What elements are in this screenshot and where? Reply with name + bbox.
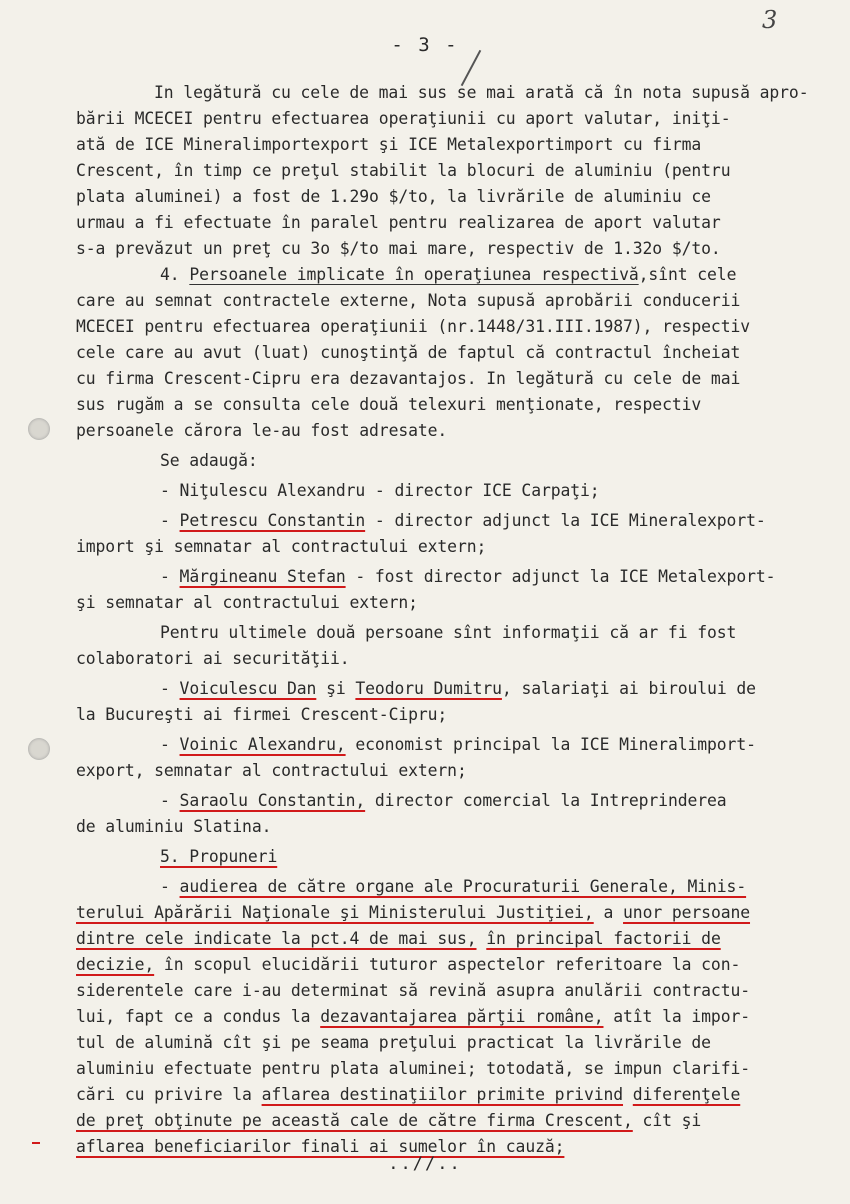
text-line [76, 926, 816, 952]
dash: - [160, 679, 180, 698]
text-line: siderentele care i-au determinat să revină asupra anulării contractu- [76, 981, 750, 1000]
page-footer: ..//.. [388, 1154, 462, 1174]
text-span: a [593, 903, 624, 922]
text-line: şi semnatar al contractului extern; [76, 593, 418, 612]
text-span: - director adjunct la ICE Mineralexport- [365, 511, 766, 530]
text-line: cele care au avut (luat) cunoştinţă de faptul că contractul încheiat [76, 343, 741, 362]
person-name: Voiculescu Dan [179, 679, 317, 698]
section-heading: 5. Propuneri [160, 847, 278, 866]
text-span: în principal factorii de [486, 929, 721, 948]
text-line [76, 900, 816, 926]
text-line: urmau a fi efectuate în paralel pentru realizarea de aport valutar [76, 213, 721, 232]
text-span: lui, fapt ce a condus la [76, 1007, 321, 1026]
document-body [76, 80, 816, 1160]
text-span: cări cu privire la [76, 1085, 262, 1104]
list-item [76, 478, 816, 504]
text-span [623, 1085, 633, 1104]
text-span: dezavantajarea părţii române, [320, 1007, 604, 1026]
list-item [76, 676, 816, 702]
page-number: - 3 - [391, 34, 459, 56]
text-line: tul de alumină cît şi pe seama preţului practicat la livrările de [76, 1033, 711, 1052]
text-span: cît şi [632, 1111, 702, 1130]
punch-hole-bottom [28, 738, 50, 760]
text-span: decizie, [76, 955, 155, 974]
text-line: de aluminiu Slatina. [76, 817, 272, 836]
text-line: bării MCECEI pentru efectuarea operaţiunii cu aport valutar, iniţi- [76, 109, 731, 128]
text-line: ată de ICE Mineralimportexport şi ICE Metalexportimport cu firma [76, 135, 702, 154]
list-item [76, 508, 816, 534]
dash: - [160, 877, 180, 896]
text-line: Pentru ultimele două persoane sînt informaţii că ar fi fost [160, 623, 737, 642]
text-span [477, 929, 487, 948]
text-span: director comercial la Intreprinderea [365, 791, 727, 810]
text-span: diferenţele [632, 1085, 741, 1104]
text-line: aluminiu efectuate pentru plata aluminei; totodată, se impun clarifi- [76, 1059, 750, 1078]
dash: - [160, 791, 180, 810]
dash: - [160, 567, 180, 586]
text-span: economist principal la ICE Mineralimport- [345, 735, 756, 754]
text-line: persoanele cărora le-au fost adresate. [76, 421, 448, 440]
text-line [76, 952, 816, 978]
text-span: de preţ obţinute pe această cale de către firma Crescent, [76, 1111, 633, 1130]
red-pen-mark [32, 1142, 40, 1144]
section-number: 4. [160, 265, 190, 284]
text-line: export, semnatar al contractului extern; [76, 761, 467, 780]
dash: - [160, 511, 180, 530]
text-line: sus rugăm a se consulta cele două telexuri menţionate, respectiv [76, 395, 702, 414]
list-item [76, 788, 816, 814]
text-span: ,sînt cele [638, 265, 737, 284]
text-span: atît la impor- [603, 1007, 751, 1026]
text-line [76, 1108, 816, 1134]
text-line: la Bucureşti ai firmei Crescent-Cipru; [76, 705, 448, 724]
person-name: Mărgineanu Stefan [179, 567, 346, 586]
text-line [76, 874, 816, 900]
person-name: Voinic Alexandru, [179, 735, 346, 754]
text-span: dintre cele indicate la pct.4 de mai sus, [76, 929, 477, 948]
text-span: - director ICE Carpaţi; [365, 481, 600, 500]
punch-hole-top [28, 418, 50, 440]
section-5-heading [76, 844, 816, 870]
person-name: Saraolu Constantin, [179, 791, 366, 810]
text-line: colaboratori ai securităţii. [76, 649, 350, 668]
text-line: plata aluminei) a fost de 1.29o $/to, la livrările de aluminiu ce [76, 187, 711, 206]
dash: - [160, 481, 180, 500]
text-line: Crescent, în timp ce preţul stabilit la blocuri de aluminiu (pentru [76, 161, 731, 180]
text-line [76, 1004, 816, 1030]
text-span: şi [316, 679, 356, 698]
handwritten-page-number: 3 [762, 6, 778, 34]
text-span: , salariaţi ai biroului de [501, 679, 756, 698]
person-name: Niţulescu Alexandru [179, 481, 366, 500]
dash: - [160, 735, 180, 754]
text-span: unor persoane [623, 903, 751, 922]
person-name: Petrescu Constantin [179, 511, 366, 530]
text-span: aflarea destinaţiilor primite privind [261, 1085, 624, 1104]
list-item [76, 564, 816, 590]
section-4-heading-line [76, 262, 816, 288]
text-line [76, 1082, 816, 1108]
text-line: s-a prevăzut un preţ cu 3o $/to mai mare, respectiv de 1.32o $/to. [76, 239, 721, 258]
text-span: - fost director adjunct la ICE Metalexport- [345, 567, 776, 586]
text-span: audierea de către organe ale Procuraturii Generale, Minis- [179, 877, 747, 896]
list-item [76, 732, 816, 758]
text-line: cu firma Crescent-Cipru era dezavantajos. In legătură cu cele de mai [76, 369, 741, 388]
text-line: care au semnat contractele externe, Nota supusă aprobării conducerii [76, 291, 741, 310]
text-line: MCECEI pentru efectuarea operaţiunii (nr.1448/31.III.1987), respectiv [76, 317, 750, 336]
text-span: în scopul elucidării tuturor aspectelor referitoare la con- [154, 955, 741, 974]
text-line: Se adaugă: [160, 451, 258, 470]
text-line: In legătură cu cele de mai sus se mai arată că în nota supusă apro- [154, 83, 809, 102]
text-span: terului Apărării Naţionale şi Ministerului Justiţiei, [76, 903, 594, 922]
section-heading: Persoanele implicate în operaţiunea respectivă [189, 265, 639, 284]
person-name: Teodoru Dumitru [355, 679, 502, 698]
text-span: aflarea beneficiarilor finali ai sumelor în cauză; [76, 1137, 565, 1156]
text-line: import şi semnatar al contractului extern; [76, 537, 487, 556]
